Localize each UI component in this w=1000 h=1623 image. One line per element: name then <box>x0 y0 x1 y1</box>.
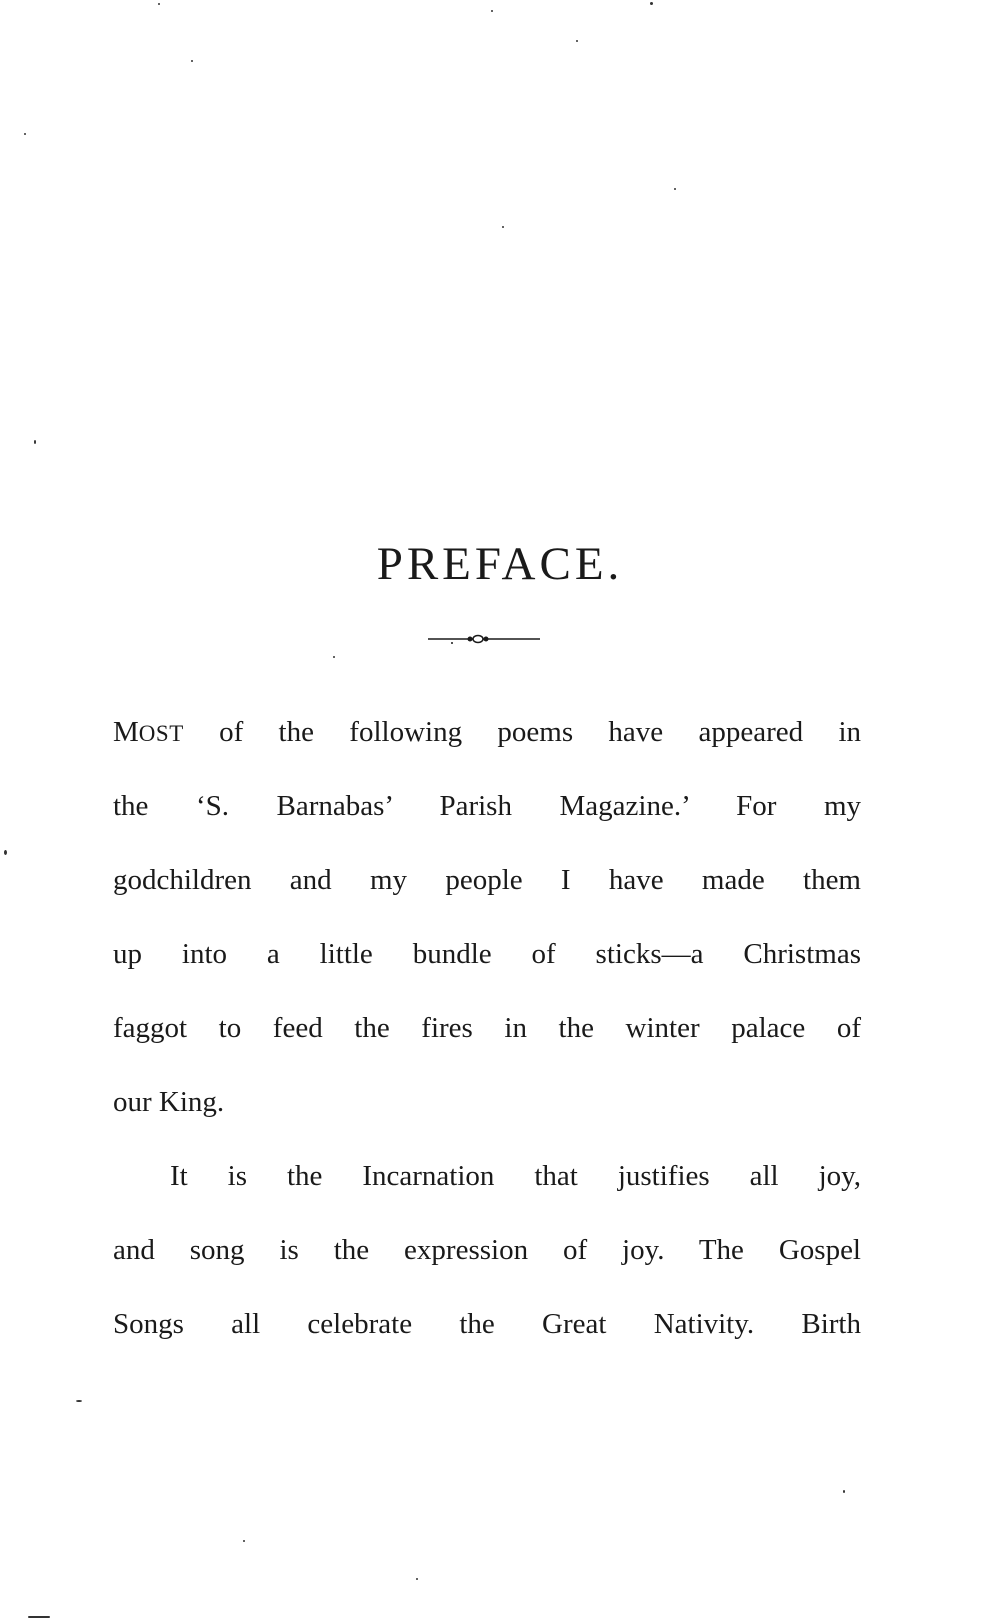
scan-speck <box>24 133 26 135</box>
scan-speck <box>158 3 160 5</box>
small-caps-rest: OST <box>138 721 184 746</box>
page-title: PREFACE. <box>376 538 624 590</box>
scan-speck <box>34 440 36 444</box>
text-line: It is the Incarnation that justifies all joy, <box>170 1160 861 1192</box>
text-line: the ‘S. Barnabas’ Parish Magazine.’ For my <box>113 790 861 822</box>
text-line: faggot to feed the fires in the winter palace of <box>113 1012 861 1044</box>
scan-speck <box>76 1400 82 1402</box>
scan-speck <box>333 656 335 658</box>
scan-speck <box>843 1490 845 1493</box>
text-line: up into a little bundle of sticks—a Christmas <box>113 938 861 970</box>
text-line-content: of the following poems have appeared in <box>183 716 861 748</box>
scan-speck <box>416 1578 418 1580</box>
scan-speck <box>576 40 578 42</box>
scan-speck <box>650 2 653 5</box>
text-line <box>113 712 861 786</box>
text-line: godchildren and my people I have made them <box>113 864 861 896</box>
scan-speck <box>4 850 7 855</box>
scan-speck <box>674 188 676 190</box>
scan-speck <box>243 1540 245 1542</box>
text-line: and song is the expression of joy. The Gospel <box>113 1234 861 1266</box>
ornament-divider <box>428 632 540 646</box>
scan-speck <box>491 10 493 12</box>
scan-speck <box>502 226 504 228</box>
preface-text <box>113 712 861 1378</box>
small-caps-initial: M <box>113 716 139 748</box>
text-line: Songs all celebrate the Great Nativity. Birth <box>113 1308 861 1340</box>
text-line: our King. <box>113 1086 225 1118</box>
scan-speck <box>28 1616 50 1618</box>
scan-speck <box>191 60 193 62</box>
